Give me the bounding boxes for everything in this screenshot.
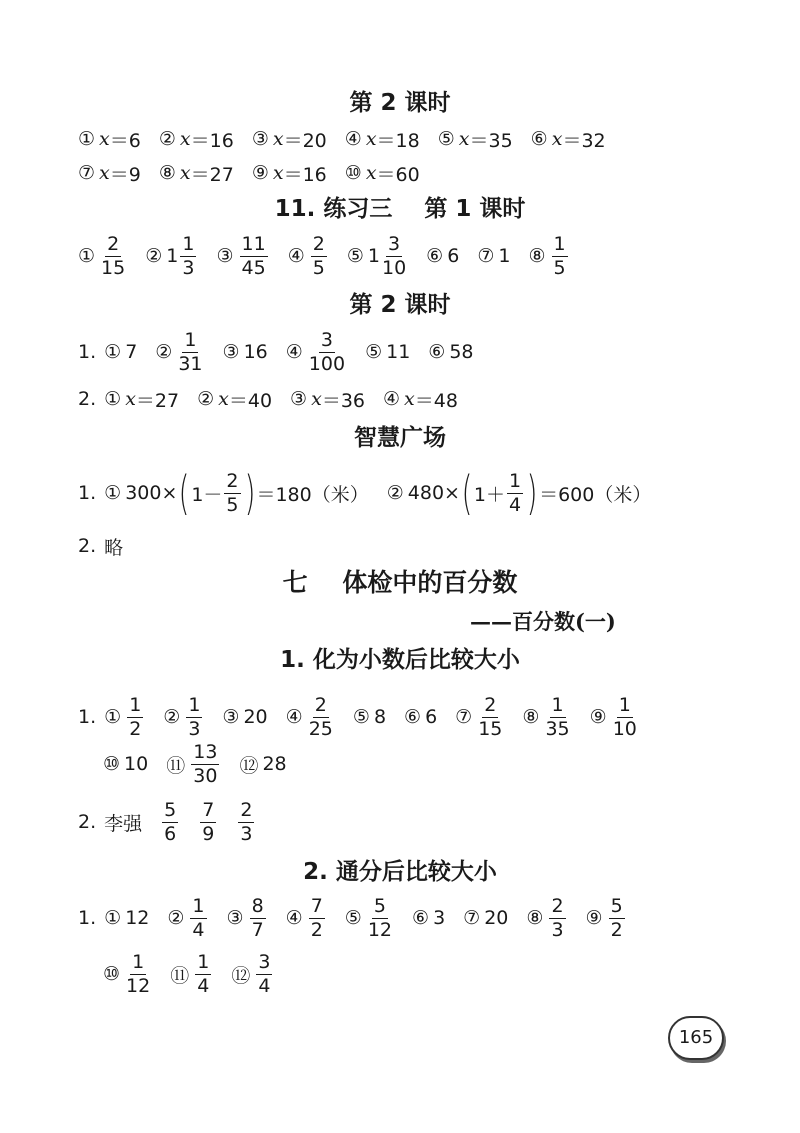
answer-item xyxy=(155,328,204,375)
numerator: 1 xyxy=(129,693,142,716)
answer-item xyxy=(531,126,606,153)
expression-text: 300× xyxy=(125,482,178,504)
answer-item xyxy=(383,386,458,413)
answer-item xyxy=(463,907,508,929)
fraction xyxy=(186,693,202,740)
denominator: 4 xyxy=(192,918,205,941)
answer-line-5 xyxy=(78,371,476,427)
variable-x: x xyxy=(179,128,191,150)
answer-value: 6 xyxy=(447,245,460,267)
answer-item xyxy=(438,126,513,153)
circled-number: ⑤ xyxy=(346,245,364,267)
denominator: 12 xyxy=(367,918,393,941)
variable-x: x xyxy=(179,162,191,184)
question-number: 1. xyxy=(78,341,97,363)
circled-number: ⑦ xyxy=(78,162,96,184)
variable-x: x xyxy=(99,128,110,150)
answer-item xyxy=(285,693,335,740)
numerator: 3 xyxy=(388,232,401,255)
answer-value: 12 xyxy=(125,907,150,929)
denominator: 10 xyxy=(381,256,407,279)
numerator: 7 xyxy=(202,798,215,821)
expression-text: ＝180（米） xyxy=(256,483,369,506)
answer-item xyxy=(589,693,639,740)
chapter-title: 七 体检中的百分数 xyxy=(282,568,518,597)
variable-x: x xyxy=(218,388,229,410)
denominator: 30 xyxy=(193,764,218,787)
circled-number: ① xyxy=(104,341,122,363)
numerator: 2 xyxy=(312,232,325,255)
denominator: 5 xyxy=(553,256,566,279)
variable-x: x xyxy=(365,128,377,150)
answer-item xyxy=(167,894,208,941)
equation-value: ＝9 xyxy=(109,163,141,186)
circled-number: ④ xyxy=(285,341,303,363)
answer-item xyxy=(104,693,145,740)
circled-number: ② xyxy=(163,706,181,728)
circled-number: ⑪ xyxy=(170,964,190,987)
answer-item xyxy=(290,386,365,413)
answer-item xyxy=(455,693,504,740)
answer-item xyxy=(528,232,569,279)
denominator: 3 xyxy=(240,822,253,845)
denominator: 2 xyxy=(310,918,323,941)
fraction xyxy=(178,328,203,375)
answer-value: 11 xyxy=(386,341,411,363)
equation-value: ＝27 xyxy=(135,389,180,412)
answer-item xyxy=(426,245,459,267)
circled-number: ⑧ xyxy=(522,706,540,728)
equation-value: ＝60 xyxy=(376,163,420,186)
mixed-whole: 1 xyxy=(166,245,179,267)
answer-item xyxy=(197,386,272,413)
answer-item xyxy=(170,950,213,997)
fraction xyxy=(309,894,325,941)
fraction xyxy=(308,328,346,375)
fraction: $\frac{2}{5}$ xyxy=(226,469,239,516)
circled-number: ⑩ xyxy=(344,162,362,184)
denominator: 25 xyxy=(308,717,333,740)
denominator: 10 xyxy=(612,717,637,740)
answer-item xyxy=(104,809,142,836)
expression-text: 1＋ xyxy=(473,483,506,506)
circled-number: ⑥ xyxy=(426,245,444,267)
fraction: $\frac{1}{4}$ xyxy=(509,469,522,516)
fraction xyxy=(250,894,266,941)
answer-item xyxy=(226,894,268,941)
section-title-lesson-2b: 第 2 课时 xyxy=(349,292,451,318)
fraction xyxy=(311,232,327,279)
answer-item xyxy=(412,907,445,929)
fraction xyxy=(240,232,268,279)
numerator: 1 xyxy=(188,693,201,716)
question-number: 1. xyxy=(78,907,97,929)
answer-item xyxy=(285,328,347,375)
numerator: 2 xyxy=(240,798,253,821)
numerator: 5 xyxy=(373,894,386,917)
circled-number: ⑩ xyxy=(103,753,121,775)
numerator: 5 xyxy=(164,798,177,821)
denominator: 7 xyxy=(251,918,264,941)
variable-x: x xyxy=(125,388,136,410)
answer-line-3 xyxy=(78,228,588,284)
circled-number: ⑫ xyxy=(231,964,251,987)
numerator: 1 xyxy=(618,693,631,716)
right-paren: ) xyxy=(244,466,255,520)
answer-item xyxy=(477,245,510,267)
answer-item xyxy=(428,341,473,363)
section-title-convert-decimal: 1. 化为小数后比较大小 xyxy=(280,647,520,673)
answer-item xyxy=(345,160,420,187)
denominator: 5 xyxy=(312,256,325,279)
variable-x: x xyxy=(311,388,322,410)
equation-value: ＝27 xyxy=(190,163,234,186)
circled-number: ④ xyxy=(344,128,362,150)
fraction xyxy=(381,232,407,279)
equation-value: ＝40 xyxy=(228,389,273,412)
numerator: 1 xyxy=(192,894,205,917)
numerator: 5 xyxy=(610,894,623,917)
circled-number: ⑨ xyxy=(589,706,607,728)
circled-number: ⑫ xyxy=(239,754,259,777)
answer-item xyxy=(78,232,127,279)
circled-number: ⑨ xyxy=(251,162,269,184)
denominator: 100 xyxy=(308,352,346,375)
answer-line-11 xyxy=(78,890,645,946)
answer-value: 7 xyxy=(125,341,138,363)
answer-line-12 xyxy=(103,946,292,1002)
variable-x: x xyxy=(458,128,470,150)
numerator: 1 xyxy=(551,693,564,716)
denominator: 12 xyxy=(126,974,151,997)
numerator: 7 xyxy=(310,894,323,917)
section-title-common-denominator: 2. 通分后比较大小 xyxy=(303,859,497,885)
circled-number: ② xyxy=(158,128,176,150)
fraction xyxy=(101,232,126,279)
answer-item xyxy=(585,894,627,941)
fraction xyxy=(162,798,178,845)
fraction xyxy=(127,693,143,740)
answer-item xyxy=(239,751,286,778)
fraction xyxy=(549,894,565,941)
circled-number: ② xyxy=(155,341,173,363)
answer-item xyxy=(104,341,137,363)
equation-value: ＝16 xyxy=(283,163,327,186)
answer-value: 28 xyxy=(262,753,287,775)
answer-item xyxy=(216,232,269,279)
question-number: 1. xyxy=(78,482,97,504)
expression-2 xyxy=(386,466,652,520)
answer-value: 20 xyxy=(484,907,509,929)
fraction xyxy=(609,894,625,941)
circled-number: ④ xyxy=(285,907,303,929)
circled-number: ③ xyxy=(226,907,244,929)
denominator: 45 xyxy=(241,256,266,279)
circled-number: ⑥ xyxy=(404,706,422,728)
variable-x: x xyxy=(551,128,563,150)
circled-number: ⑤ xyxy=(344,907,362,929)
mixed-whole: 1 xyxy=(367,245,380,267)
circled-number: ⑦ xyxy=(463,907,481,929)
circled-number: ① xyxy=(78,128,96,150)
answer-item xyxy=(104,386,179,413)
question-number: 2. xyxy=(78,388,97,410)
answer-item xyxy=(159,160,234,187)
answer-value: 1 xyxy=(498,245,511,267)
circled-number: ② xyxy=(197,388,215,410)
numerator: 1 xyxy=(553,232,566,255)
circled-number: ⑤ xyxy=(437,128,455,150)
numerator: 1 xyxy=(197,950,210,973)
circled-number: ⑤ xyxy=(352,706,370,728)
numerator: 3 xyxy=(320,328,333,351)
question-number: 1. xyxy=(78,706,97,728)
answer-item xyxy=(522,693,571,740)
fraction xyxy=(180,232,196,279)
numerator: 2 xyxy=(551,894,564,917)
question-number: 2. xyxy=(78,535,97,557)
answer-value: 16 xyxy=(243,341,268,363)
left-paren: ( xyxy=(461,466,473,520)
equation-value: ＝36 xyxy=(321,389,365,412)
answer-value: 3 xyxy=(433,907,446,929)
answer-text: 略 xyxy=(104,536,124,559)
answer-item xyxy=(365,341,410,363)
fraction xyxy=(195,950,211,997)
answer-item xyxy=(103,753,148,775)
numerator: 2 xyxy=(107,232,120,255)
denominator: 3 xyxy=(551,918,564,941)
circled-number: ⑧ xyxy=(526,907,544,929)
numerator: 13 xyxy=(193,740,218,763)
denominator: 15 xyxy=(478,717,503,740)
equation-value: ＝32 xyxy=(562,129,606,152)
page-number: 165 xyxy=(668,1016,724,1060)
circled-number: ⑧ xyxy=(158,162,176,184)
fraction xyxy=(478,693,503,740)
answer-item xyxy=(223,341,268,363)
circled-number: ② xyxy=(145,245,163,267)
answer-value: 10 xyxy=(124,753,149,775)
answer-item xyxy=(160,798,180,845)
circled-number: ④ xyxy=(285,706,303,728)
circled-number: ⑩ xyxy=(103,963,121,985)
circled-number: ③ xyxy=(251,128,269,150)
answer-value: 6 xyxy=(425,706,438,728)
denominator: 35 xyxy=(545,717,570,740)
answer-item xyxy=(287,232,329,279)
expression-text: 480× xyxy=(407,482,460,504)
answer-item xyxy=(231,950,274,997)
circled-number: ⑥ xyxy=(412,907,430,929)
left-paren: ( xyxy=(178,466,190,520)
numerator: 1 xyxy=(184,328,197,351)
answer-item xyxy=(78,160,141,187)
variable-x: x xyxy=(272,128,284,150)
circled-number: ④ xyxy=(287,245,305,267)
circled-number: ⑤ xyxy=(365,341,383,363)
circled-number: ⑦ xyxy=(477,245,495,267)
circled-number: ⑦ xyxy=(455,706,473,728)
circled-number: ① xyxy=(104,482,122,504)
answer-item xyxy=(104,907,149,929)
answer-value: 8 xyxy=(373,706,387,728)
answer-item xyxy=(166,740,221,787)
circled-number: ③ xyxy=(216,245,234,267)
fraction xyxy=(126,950,151,997)
answer-value: 李强 xyxy=(104,812,143,835)
answer-item xyxy=(526,894,567,941)
answer-item xyxy=(344,894,394,941)
fraction xyxy=(552,232,568,279)
section-title-exercise-3: 11. 练习三 第 1 课时 xyxy=(274,196,526,222)
numerator: 8 xyxy=(251,894,264,917)
equation-value: ＝35 xyxy=(469,129,513,152)
numerator: 1 xyxy=(182,232,195,255)
equation-value: ＝48 xyxy=(414,389,458,412)
answer-item xyxy=(353,706,386,728)
answer-item xyxy=(346,232,408,279)
numerator: 3 xyxy=(258,950,271,973)
answer-item xyxy=(252,160,327,187)
answer-line-2 xyxy=(78,145,438,201)
circled-number: ② xyxy=(386,482,404,504)
circled-number: ⑥ xyxy=(428,341,446,363)
denominator: 31 xyxy=(178,352,203,375)
answer-item xyxy=(236,798,256,845)
circled-number: ④ xyxy=(383,388,401,410)
circled-number: ① xyxy=(78,245,96,267)
circled-number: ⑪ xyxy=(166,754,186,777)
numerator: 1 xyxy=(132,950,145,973)
variable-x: x xyxy=(404,388,415,410)
section-title-lesson-2: 第 2 课时 xyxy=(349,90,451,116)
answer-line-10 xyxy=(78,794,274,850)
equation-value: ＝16 xyxy=(190,129,234,152)
equation-value: ＝6 xyxy=(109,129,141,152)
answer-item xyxy=(145,232,198,279)
circled-number: ⑨ xyxy=(585,907,603,929)
circled-number: ② xyxy=(167,907,185,929)
right-paren: ) xyxy=(526,466,538,520)
circled-number: ① xyxy=(104,907,122,929)
circled-number: ① xyxy=(104,706,122,728)
answer-item xyxy=(285,894,327,941)
answer-value: 58 xyxy=(449,341,474,363)
fraction xyxy=(200,798,216,845)
answer-item xyxy=(222,706,267,728)
fraction xyxy=(238,798,254,845)
expression-text: ＝600（米） xyxy=(539,483,652,506)
denominator: 4 xyxy=(258,974,271,997)
fraction xyxy=(190,894,206,941)
answer-line-6 xyxy=(78,465,669,521)
numerator: 2 xyxy=(314,693,327,716)
fraction xyxy=(256,950,272,997)
equation-value: ＝18 xyxy=(376,129,420,152)
fraction xyxy=(191,740,219,787)
answer-item xyxy=(198,798,218,845)
answer-item xyxy=(404,706,437,728)
variable-x: x xyxy=(99,162,110,184)
question-number: 2. xyxy=(78,811,97,833)
denominator: 2 xyxy=(129,717,142,740)
circled-number: ③ xyxy=(222,706,240,728)
circled-number: ① xyxy=(104,388,122,410)
numerator: 2 xyxy=(484,693,497,716)
circled-number: ⑧ xyxy=(528,245,546,267)
equation-value: ＝20 xyxy=(283,129,327,152)
fraction xyxy=(308,693,333,740)
denominator: 9 xyxy=(202,822,215,845)
circled-number: ⑥ xyxy=(530,128,548,150)
answer-value: 20 xyxy=(243,706,268,728)
denominator: 2 xyxy=(610,918,623,941)
answer-item xyxy=(103,950,152,997)
circled-number: ③ xyxy=(222,341,240,363)
answer-line-7 xyxy=(78,518,123,574)
fraction xyxy=(545,693,570,740)
fraction xyxy=(612,693,637,740)
denominator: 3 xyxy=(188,717,201,740)
fraction xyxy=(367,894,393,941)
denominator: 6 xyxy=(164,822,177,845)
chapter-subtitle: ——百分数(一) xyxy=(470,609,616,634)
numerator: 11 xyxy=(241,232,266,255)
answer-line-9 xyxy=(103,736,305,792)
answer-item xyxy=(163,693,204,740)
denominator: 15 xyxy=(101,256,126,279)
expression-1 xyxy=(104,466,369,520)
expression-text: 1－ xyxy=(191,483,223,506)
section-title-wisdom-square: 智慧广场 xyxy=(354,425,446,451)
variable-x: x xyxy=(365,162,377,184)
variable-x: x xyxy=(272,162,284,184)
denominator: 4 xyxy=(197,974,210,997)
denominator: 3 xyxy=(182,256,195,279)
circled-number: ③ xyxy=(290,388,308,410)
